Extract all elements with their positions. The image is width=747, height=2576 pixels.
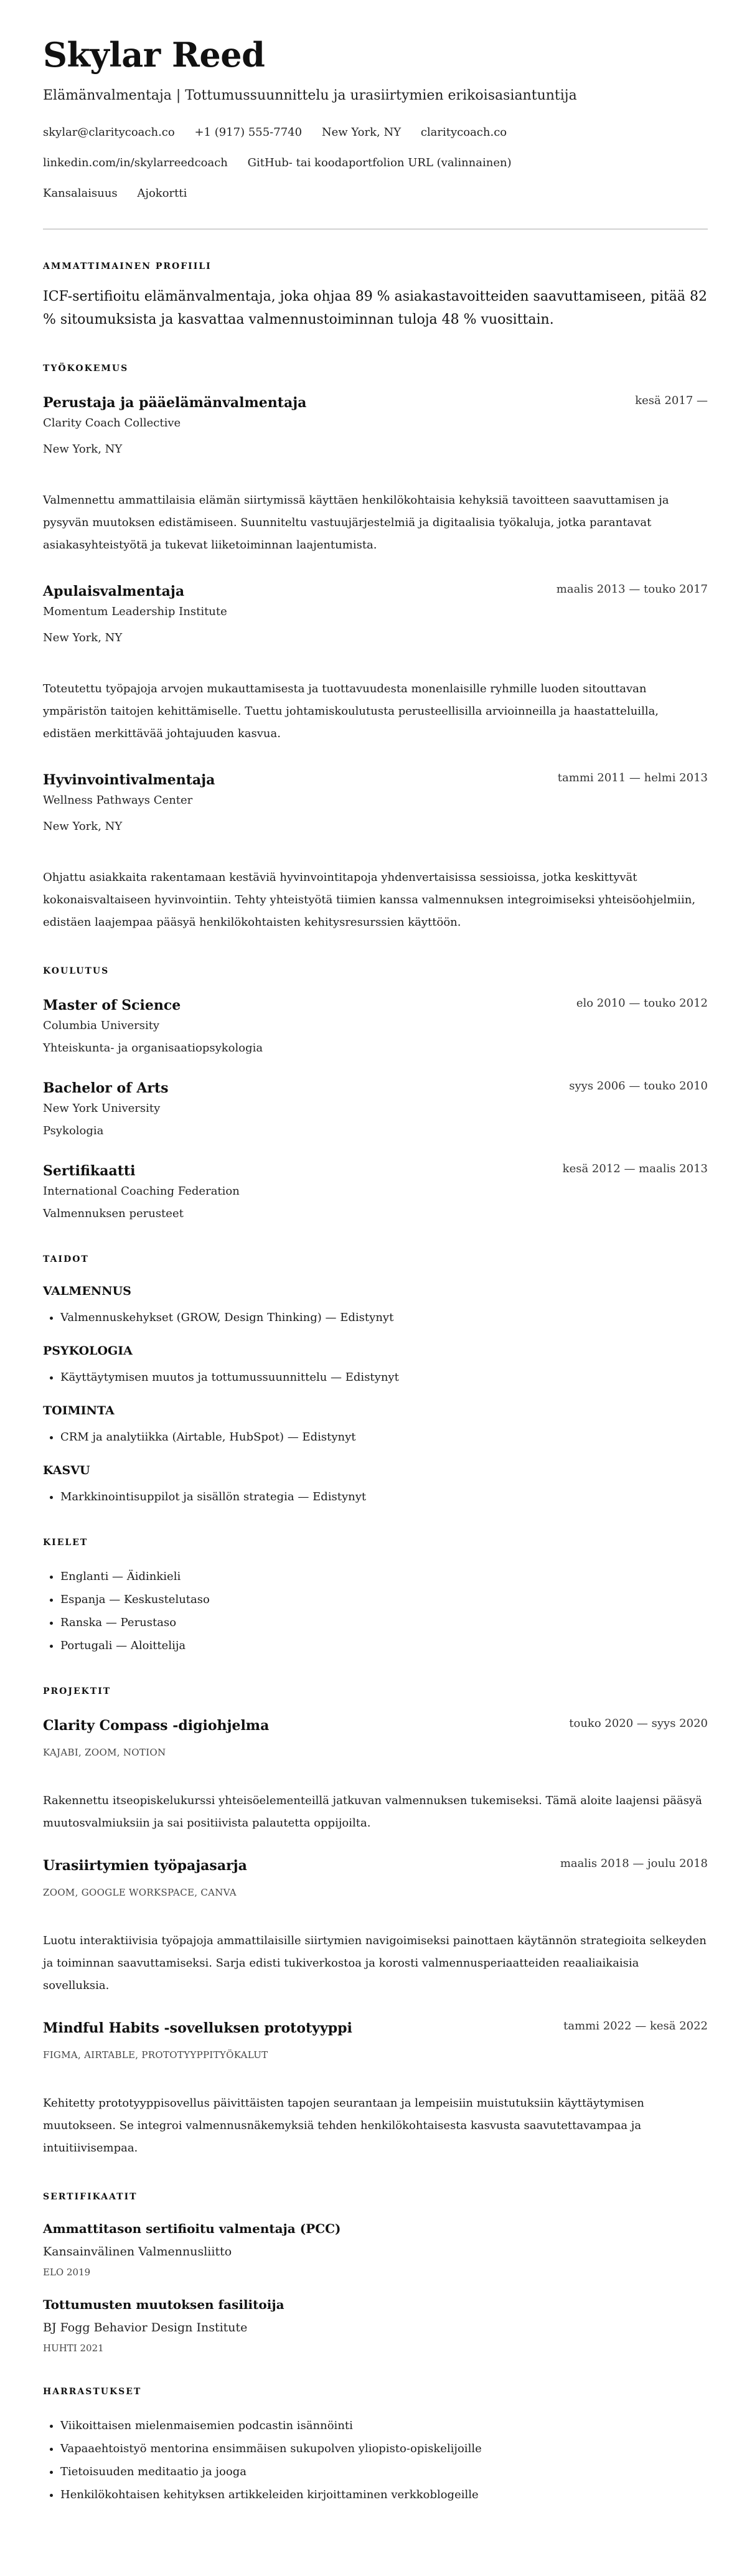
- project-title: Mindful Habits -sovelluksen prototyyppi: [43, 2020, 352, 2036]
- github-link[interactable]: GitHub- tai koodaportfolion URL (valinnainen): [247, 156, 512, 169]
- school: Columbia University: [43, 1019, 160, 1032]
- language-item: • Portugali — Aloittelija: [60, 1638, 708, 1654]
- drivers-license: Ajokortti: [137, 187, 187, 200]
- section-heading: HARRASTUKSET: [43, 2387, 142, 2397]
- interest-list: [43, 2418, 708, 2503]
- certification-entry: [43, 2296, 708, 2354]
- section-heading: AMMATTIMAINEN PROFIILI: [43, 261, 212, 271]
- section-heading: TAIDOT: [43, 1254, 89, 1264]
- certification-issuer: Kansainvälinen Valmennusliitto: [43, 2245, 232, 2259]
- education-dates: kesä 2012 — maalis 2013: [562, 1162, 708, 1175]
- skill-category: TOIMINTA: [43, 1404, 115, 1417]
- profile-section: [43, 260, 708, 331]
- header-divider: [43, 228, 708, 230]
- education-entry: [43, 1162, 708, 1222]
- education-dates: elo 2010 — touko 2012: [576, 997, 708, 1010]
- project-entry: [43, 2019, 708, 2160]
- section-heading: KOULUTUS: [43, 966, 110, 976]
- skill-category: PSYKOLOGIA: [43, 1344, 133, 1358]
- language-list: [43, 1569, 708, 1654]
- degree: Sertifikaatti: [43, 1163, 136, 1179]
- job-entry: [43, 771, 708, 934]
- skill-list: [43, 1429, 708, 1445]
- job-dates: tammi 2011 — helmi 2013: [557, 771, 708, 784]
- interest-item: • Vapaaehtoistyö mentorina ensimmäisen sukupolven yliopisto-opiskelijoille: [60, 2441, 708, 2457]
- field-of-study: Yhteiskunta- ja organisaatiopsykologia: [43, 1041, 263, 1055]
- degree: Master of Science: [43, 997, 181, 1013]
- certifications-section: [43, 2191, 708, 2354]
- project-description: Luotu interaktiivisia työpajoja ammattilaisille siirtymien navigoimiseksi painottaen käytännön strategioita selkeyden ja toiminnan saavuttamiseksi. Sarja edisti tukiverkostoa ja korosti valmennusperiaatteiden reaaliaikaisia sovelluksia.: [43, 1934, 707, 1992]
- section-heading: TYÖKOKEMUS: [43, 364, 129, 374]
- languages-section: [43, 1536, 708, 1654]
- interest-item: • Tietoisuuden meditaatio ja jooga: [60, 2464, 708, 2480]
- job-entry: [43, 393, 708, 557]
- language-item: • Ranska — Perustaso: [60, 1615, 708, 1631]
- contact-row: [43, 125, 708, 140]
- project-description: Kehitetty prototyyppisovellus päivittäisten tapojen seurantaan ja lempeisiin muistutuksiin käyttäytymisen muutokseen. Se integroi valmennusnäkemyksiä tehden henkilökohtaisesta kasvusta saavutettavampaa ja intuitiivisempaa.: [43, 2097, 644, 2155]
- education-entry: [43, 1079, 708, 1139]
- skill-item: • CRM ja analytiikka (Airtable, HubSpot) — Edistynyt: [60, 1429, 708, 1445]
- headline: Elämänvalmentaja | Tottumussuunnittelu ja urasiirtymien erikoisasiantuntija: [43, 88, 577, 103]
- section-heading: KIELET: [43, 1538, 88, 1548]
- location: New York, NY: [321, 126, 402, 139]
- contact-row: [43, 186, 708, 201]
- job-dates: kesä 2017 —: [635, 394, 708, 407]
- school: International Coaching Federation: [43, 1185, 240, 1198]
- project-dates: tammi 2022 — kesä 2022: [563, 2019, 708, 2033]
- email-link[interactable]: skylar@claritycoach.co: [43, 126, 175, 139]
- interests-section: [43, 2386, 708, 2503]
- skill-item: • Käyttäytymisen muutos ja tottumussuunnittelu — Edistynyt: [60, 1370, 708, 1386]
- skill-list: [43, 1370, 708, 1386]
- job-location: New York, NY: [43, 631, 123, 644]
- company: Clarity Coach Collective: [43, 416, 181, 430]
- skill-item: • Valmennuskehykset (GROW, Design Thinking) — Edistynyt: [60, 1310, 708, 1326]
- project-tech: KAJABI, ZOOM, NOTION: [43, 1747, 166, 1758]
- contact-row: [43, 156, 708, 171]
- section-heading: PROJEKTIT: [43, 1686, 111, 1696]
- project-entry: [43, 1856, 708, 1997]
- skill-item: • Markkinointisuppilot ja sisällön strategia — Edistynyt: [60, 1489, 708, 1505]
- section-heading: SERTIFIKAATIT: [43, 2192, 138, 2202]
- project-title: Clarity Compass -digiohjelma: [43, 1718, 270, 1734]
- skill-list: [43, 1489, 708, 1505]
- skill-category: VALMENNUS: [43, 1284, 131, 1298]
- project-entry: [43, 1716, 708, 1835]
- job-location: New York, NY: [43, 820, 123, 833]
- school: New York University: [43, 1102, 161, 1115]
- skill-category: KASVU: [43, 1464, 90, 1477]
- certification-date: ELO 2019: [43, 2267, 91, 2278]
- citizenship: Kansalaisuus: [43, 187, 118, 200]
- profile-text: ICF-sertifioitu elämänvalmentaja, joka ohjaa 89 % asiakastavoitteiden saavuttamiseen, pitää 82 % sitoumuksista ja kasvattaa valmennustoiminnan tuloja 48 % vuosittain.: [43, 289, 708, 327]
- job-description: Ohjattu asiakkaita rakentamaan kestäviä hyvinvointitapoja yhdenvertaisissa sessioissa, jotka keskittyvät kokonaisvaltaiseen hyvinvointiin. Tehty yhteistyötä tiimien kanssa valmennuksen integroimiseksi yhteisöohjelmiin, edistäen laajempaa pääsyä henkilökohtaisten kehitysresurssien käyttöön.: [43, 871, 696, 929]
- certification-date: HUHTI 2021: [43, 2343, 104, 2354]
- candidate-name: Skylar Reed: [43, 35, 265, 75]
- job-description: Toteutettu työpajoja arvojen mukauttamisesta ja tuottavuudesta monenlaisille ryhmille luoden sitouttavan ympäristön taitojen kehittämiselle. Tuettu johtamiskoulutusta perusteellisilla arvioinneilla ja haastatteluilla, edistäen merkittävää johtajuuden kasvua.: [43, 682, 659, 740]
- certification-entry: [43, 2221, 708, 2278]
- language-item: • Englanti — Äidinkieli: [60, 1569, 708, 1585]
- linkedin-link[interactable]: linkedin.com/in/skylarreedcoach: [43, 156, 228, 169]
- job-title: Apulaisvalmentaja: [43, 583, 185, 599]
- project-tech: ZOOM, GOOGLE WORKSPACE, CANVA: [43, 1887, 237, 1898]
- education-dates: syys 2006 — touko 2010: [569, 1079, 708, 1093]
- experience-section: [43, 362, 708, 934]
- job-entry: [43, 582, 708, 745]
- project-tech: FIGMA, AIRTABLE, PROTOTYYPPITYÖKALUT: [43, 2049, 268, 2061]
- field-of-study: Psykologia: [43, 1124, 104, 1137]
- job-title: Perustaja ja pääelämänvalmentaja: [43, 395, 307, 411]
- certification-title: Ammattitason sertifioitu valmentaja (PCC): [43, 2221, 341, 2236]
- website-link[interactable]: claritycoach.co: [420, 126, 507, 139]
- skill-list: [43, 1310, 708, 1326]
- job-location: New York, NY: [43, 443, 123, 456]
- degree: Bachelor of Arts: [43, 1080, 169, 1096]
- projects-section: [43, 1685, 708, 2160]
- resume-header: [43, 35, 708, 201]
- education-section: [43, 965, 708, 1222]
- job-description: Valmennettu ammattilaisia elämän siirtymissä käyttäen henkilökohtaisia kehyksiä tavoitteen saavuttamisen ja pysyvän muutoksen edistämiseen. Suunniteltu vastuujärjestelmiä ja digitaalisia työkaluja, jotka parantavat asiakasyhteistyötä ja tukevat liiketoiminnan laajentumista.: [43, 494, 669, 552]
- project-dates: maalis 2018 — joulu 2018: [560, 1857, 708, 1870]
- job-title: Hyvinvointivalmentaja: [43, 772, 215, 788]
- education-entry: [43, 996, 708, 1056]
- certification-title: Tottumusten muutoksen fasilitoija: [43, 2297, 284, 2312]
- field-of-study: Valmennuksen perusteet: [43, 1207, 184, 1220]
- project-title: Urasiirtymien työpajasarja: [43, 1858, 247, 1874]
- phone[interactable]: +1 (917) 555-7740: [194, 126, 303, 139]
- language-item: • Espanja — Keskustelutaso: [60, 1592, 708, 1608]
- interest-item: • Henkilökohtaisen kehityksen artikkeleiden kirjoittaminen verkkoblogeille: [60, 2487, 708, 2503]
- company: Wellness Pathways Center: [43, 794, 193, 807]
- certification-issuer: BJ Fogg Behavior Design Institute: [43, 2321, 248, 2334]
- job-dates: maalis 2013 — touko 2017: [556, 583, 708, 596]
- company: Momentum Leadership Institute: [43, 605, 227, 618]
- project-description: Rakennettu itseopiskelukurssi yhteisöelementeillä jatkuvan valmennuksen tukemiseksi. Tämä aloite laajensi pääsyä muutosvalmiuksiin ja sai positiivista palautetta oppijoilta.: [43, 1794, 702, 1830]
- project-dates: touko 2020 — syys 2020: [569, 1717, 708, 1730]
- interest-item: • Viikoittaisen mielenmaisemien podcastin isännöinti: [60, 2418, 708, 2434]
- skills-section: [43, 1253, 708, 1505]
